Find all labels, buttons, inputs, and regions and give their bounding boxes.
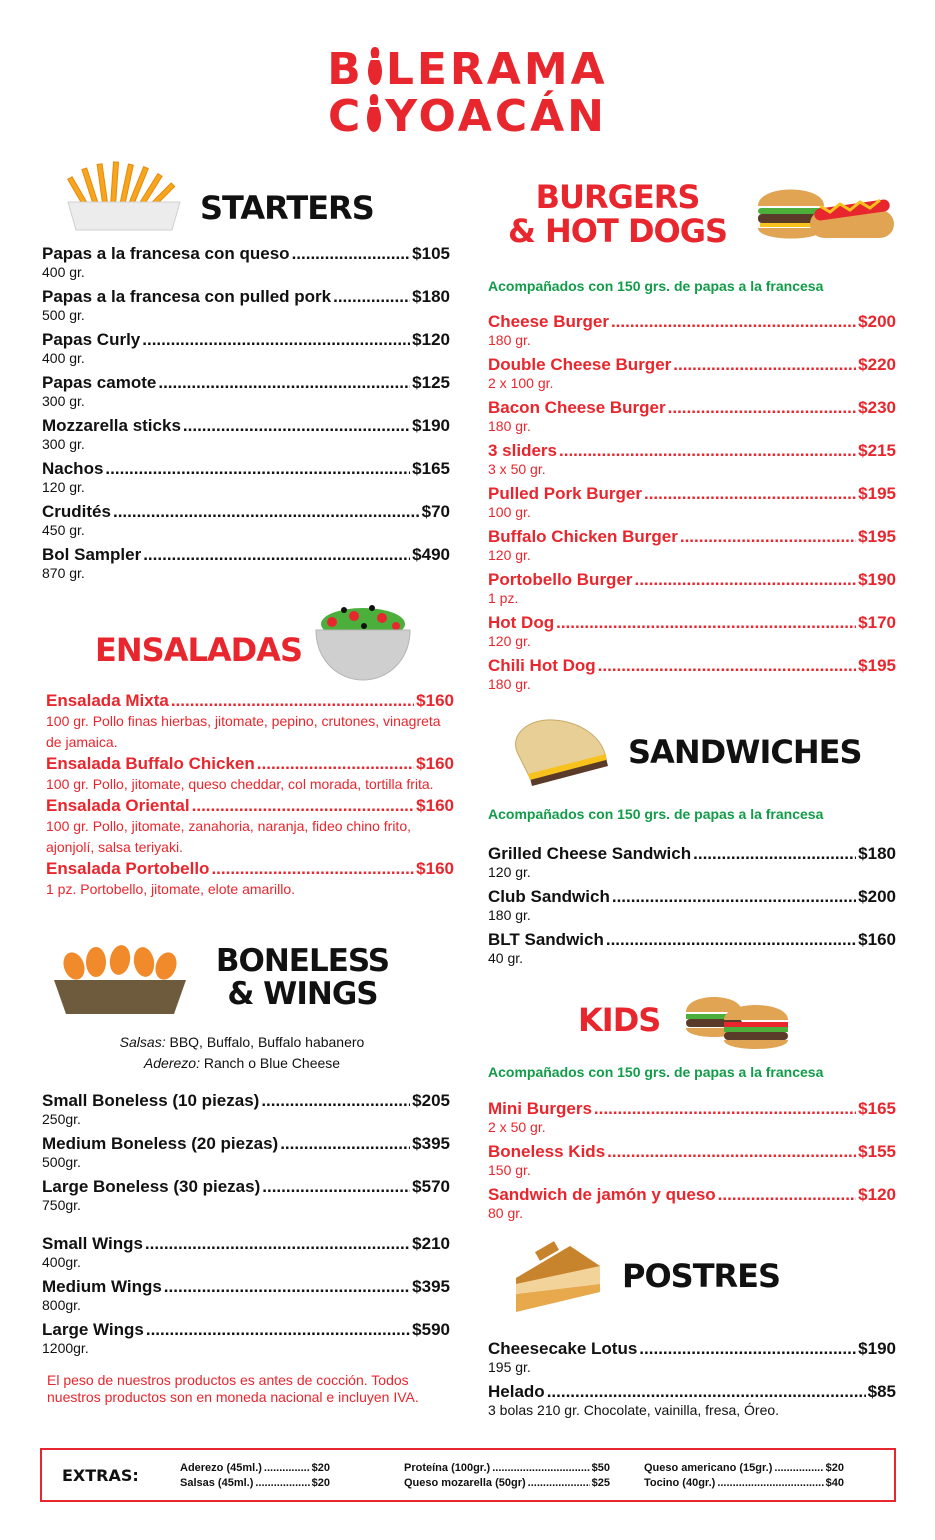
boneless-title-line-2: & WINGS [227, 976, 378, 1012]
postres-title: POSTRES [622, 1257, 781, 1295]
dot-leader [113, 501, 420, 522]
dot-leader [559, 440, 856, 461]
item-price: $490 [412, 545, 450, 564]
item-price: $395 [412, 1134, 450, 1153]
item-name: Chili Hot Dog [488, 656, 596, 675]
item-detail: 250gr. [42, 1111, 81, 1127]
item-name: Proteína (100gr.) [404, 1462, 491, 1474]
item-name: Papas a la francesa con queso [42, 244, 290, 263]
item-price: $160 [416, 859, 454, 878]
salsas-label: Salsas: [119, 1034, 166, 1050]
dot-leader [492, 1461, 589, 1476]
item-price: $70 [421, 502, 450, 521]
footnote: El peso de nuestros productos es antes de cocción. Todos nuestros productos son en moneda nacional e incluyen IVA. [47, 1372, 419, 1405]
menu-item [488, 843, 896, 864]
item-name: Medium Wings [42, 1277, 162, 1296]
item-price: $195 [858, 527, 896, 546]
item-price: $160 [416, 691, 454, 710]
aderezo-label: Aderezo: [143, 1055, 200, 1071]
item-price: $160 [416, 754, 454, 773]
dot-leader [261, 1090, 410, 1111]
menu-item [488, 483, 896, 504]
item-price: $230 [858, 398, 896, 417]
item-detail: 300 gr. [42, 393, 85, 409]
dot-leader [556, 612, 856, 633]
menu-item [42, 458, 450, 479]
extras-column-1 [180, 1461, 330, 1491]
burgers-list [488, 311, 896, 698]
item-name: Pulled Pork Burger [488, 484, 642, 503]
menu-item [488, 311, 896, 332]
menu-item [42, 1319, 450, 1340]
logo-line-1: B LERAMA [327, 44, 608, 95]
item-name: BLT Sandwich [488, 930, 604, 949]
item-detail: 3 x 50 gr. [488, 461, 546, 477]
menu-item [488, 526, 896, 547]
item-price: $180 [412, 287, 450, 306]
dot-leader [680, 526, 856, 547]
boneless-list [42, 1090, 450, 1219]
item-detail: 1 pz. Portobello, jitomate, elote amarillo. [46, 881, 296, 897]
item-price: $590 [412, 1320, 450, 1339]
item-name: Small Boneless (10 piezas) [42, 1091, 260, 1110]
item-price: $165 [858, 1099, 896, 1118]
dot-leader [145, 1233, 410, 1254]
sandwiches-list [488, 843, 896, 972]
menu-item [42, 1176, 450, 1197]
menu-item [42, 415, 450, 436]
menu-item [488, 440, 896, 461]
extras-box [40, 1448, 896, 1502]
burger-hotdog-icon [752, 176, 898, 250]
menu-item [42, 1133, 450, 1154]
kids-title: KIDS [578, 1001, 661, 1039]
item-name: Cheese Burger [488, 312, 609, 331]
item-detail: 300 gr. [42, 436, 85, 452]
dot-leader [146, 1319, 410, 1340]
dot-leader [673, 354, 856, 375]
item-name: Double Cheese Burger [488, 355, 672, 374]
item-detail: 100 gr. Pollo, jitomate, zanahoria, naranja, fideo chino frito, ajonjolí, salsa teriyaki. [46, 818, 411, 855]
item-detail: 870 gr. [42, 565, 85, 581]
menu-item [488, 1098, 896, 1119]
item-price: $40 [825, 1477, 844, 1489]
ensaladas-list [46, 690, 454, 900]
item-detail: 180 gr. [488, 418, 531, 434]
menu-item [488, 929, 896, 950]
dot-leader [528, 1476, 590, 1491]
item-detail: 1200gr. [42, 1340, 89, 1356]
menu-item [180, 1461, 330, 1476]
dot-leader [774, 1461, 823, 1476]
dot-leader [612, 886, 856, 907]
dot-leader [717, 1476, 823, 1491]
menu-item [488, 655, 896, 676]
item-name: Portobello Burger [488, 570, 633, 589]
item-price: $105 [412, 244, 450, 263]
dot-leader [164, 1276, 410, 1297]
item-price: $190 [858, 1339, 896, 1358]
item-name: Ensalada Mixta [46, 691, 169, 710]
dot-leader [693, 843, 856, 864]
item-price: $160 [858, 930, 896, 949]
aderezo-value: Ranch o Blue Cheese [199, 1055, 341, 1071]
item-price: $125 [412, 373, 450, 392]
item-price: $85 [867, 1382, 896, 1401]
item-name: Mini Burgers [488, 1099, 592, 1118]
bowling-pin-icon [364, 46, 386, 86]
item-price: $395 [412, 1277, 450, 1296]
item-price: $20 [311, 1462, 330, 1474]
item-name: Hot Dog [488, 613, 555, 632]
item-price: $170 [858, 613, 896, 632]
sandwiches-note: Acompañados con 150 grs. de papas a la francesa [488, 806, 824, 822]
menu-item [644, 1461, 844, 1476]
item-detail: 180 gr. [488, 907, 531, 923]
burgers-title [505, 180, 730, 248]
menu-item [42, 501, 450, 522]
dot-leader [105, 458, 410, 479]
item-name: Medium Boneless (20 piezas) [42, 1134, 279, 1153]
item-price: $570 [412, 1177, 450, 1196]
item-detail: 195 gr. [488, 1359, 531, 1375]
item-name: Grilled Cheese Sandwich [488, 844, 692, 863]
dot-leader [192, 795, 415, 816]
item-price: $155 [858, 1142, 896, 1161]
menu-item [180, 1476, 330, 1491]
menu-item [404, 1476, 610, 1491]
item-name: Papas a la francesa con pulled pork [42, 287, 332, 306]
salsas-line [42, 1032, 442, 1053]
item-name: Club Sandwich [488, 887, 610, 906]
item-name: Tocino (40gr.) [644, 1477, 716, 1489]
kids-list [488, 1098, 896, 1227]
item-detail: 400 gr. [42, 264, 85, 280]
menu-item [488, 1381, 896, 1402]
item-name: Salsas (45ml.) [180, 1477, 254, 1489]
dot-leader [171, 690, 414, 711]
item-detail: 120 gr. [42, 479, 85, 495]
dot-leader [292, 243, 411, 264]
item-detail: 120 gr. [488, 633, 531, 649]
item-price: $200 [858, 312, 896, 331]
item-detail: 100 gr. [488, 504, 531, 520]
postres-list [488, 1338, 896, 1424]
dot-leader [606, 929, 856, 950]
ensaladas-title: ENSALADAS [95, 631, 302, 669]
dot-leader [257, 753, 414, 774]
dot-leader [644, 483, 856, 504]
item-price: $190 [858, 570, 896, 589]
menu-item [42, 544, 450, 565]
menu-item [404, 1461, 610, 1476]
item-detail: 3 bolas 210 gr. Chocolate, vainilla, fresa, Óreo. [488, 1402, 780, 1418]
item-detail: 500gr. [42, 1154, 81, 1170]
item-name: 3 sliders [488, 441, 557, 460]
dot-leader [639, 1338, 856, 1359]
item-detail: 800gr. [42, 1297, 81, 1313]
item-name: Mozzarella sticks [42, 416, 181, 435]
item-detail: 120 gr. [488, 547, 531, 563]
wings-basket-icon [50, 944, 190, 1016]
item-name: Helado [488, 1382, 545, 1401]
item-price: $210 [412, 1234, 450, 1253]
burgers-title-line-2: & HOT DOGS [507, 212, 728, 250]
item-detail: 40 gr. [488, 950, 524, 966]
item-detail: 750gr. [42, 1197, 81, 1213]
item-detail: 2 x 50 gr. [488, 1119, 546, 1135]
dot-leader [598, 655, 857, 676]
dot-leader [611, 311, 856, 332]
item-price: $25 [591, 1477, 610, 1489]
item-name: Boneless Kids [488, 1142, 606, 1161]
item-price: $120 [858, 1185, 896, 1204]
dot-leader [718, 1184, 857, 1205]
item-price: $50 [591, 1462, 610, 1474]
extras-column-3 [644, 1461, 844, 1491]
salad-bowl-icon [312, 600, 414, 682]
fries-icon [62, 160, 186, 232]
item-detail: 150 gr. [488, 1162, 531, 1178]
item-name: Queso americano (15gr.) [644, 1462, 773, 1474]
menu-item [488, 569, 896, 590]
burgers-note: Acompañados con 150 grs. de papas a la francesa [488, 278, 824, 294]
item-name: Bol Sampler [42, 545, 142, 564]
item-price: $160 [416, 796, 454, 815]
item-price: $165 [412, 459, 450, 478]
menu-item [42, 1276, 450, 1297]
restaurant-logo [0, 46, 935, 140]
dot-leader [280, 1133, 410, 1154]
item-detail: 450 gr. [42, 522, 85, 538]
item-price: $205 [412, 1091, 450, 1110]
item-detail: 2 x 100 gr. [488, 375, 554, 391]
menu-item [46, 858, 454, 879]
item-name: Papas camote [42, 373, 157, 392]
item-name: Ensalada Portobello [46, 859, 210, 878]
item-name: Small Wings [42, 1234, 143, 1253]
menu-item [488, 1338, 896, 1359]
item-name: Cheesecake Lotus [488, 1339, 638, 1358]
sandwiches-title: SANDWICHES [628, 733, 862, 771]
menu-item [488, 612, 896, 633]
item-name: Nachos [42, 459, 104, 478]
item-detail: 400gr. [42, 1254, 81, 1270]
bowling-pin-icon [363, 93, 385, 133]
item-price: $20 [825, 1462, 844, 1474]
item-price: $195 [858, 656, 896, 675]
dot-leader [635, 569, 857, 590]
item-detail: 180 gr. [488, 676, 531, 692]
item-price: $120 [412, 330, 450, 349]
menu-item [42, 1090, 450, 1111]
dot-leader [255, 1476, 309, 1491]
mini-burgers-icon [684, 988, 792, 1052]
dot-leader [183, 415, 410, 436]
burgers-title-line-1: BURGERS [535, 178, 700, 216]
starters-title: STARTERS [200, 189, 374, 227]
item-name: Queso mozarella (50gr) [404, 1477, 526, 1489]
extras-label: EXTRAS: [62, 1466, 139, 1485]
item-price: $200 [858, 887, 896, 906]
logo-line-2: C YOACÁN [327, 91, 608, 142]
item-detail: 180 gr. [488, 332, 531, 348]
dot-leader [262, 1176, 410, 1197]
item-price: $20 [311, 1477, 330, 1489]
menu-item [42, 1233, 450, 1254]
menu-item [488, 354, 896, 375]
item-price: $180 [858, 844, 896, 863]
menu-item [488, 397, 896, 418]
dot-leader [142, 329, 410, 350]
item-name: Aderezo (45ml.) [180, 1462, 262, 1474]
menu-item [644, 1476, 844, 1491]
menu-item [488, 1184, 896, 1205]
menu-item [46, 795, 454, 816]
menu-item [42, 243, 450, 264]
item-name: Bacon Cheese Burger [488, 398, 666, 417]
item-detail: 120 gr. [488, 864, 531, 880]
item-detail: 80 gr. [488, 1205, 524, 1221]
salsas-value: BBQ, Buffalo, Buffalo habanero [165, 1034, 365, 1050]
item-name: Large Wings [42, 1320, 144, 1339]
item-name: Buffalo Chicken Burger [488, 527, 678, 546]
item-price: $220 [858, 355, 896, 374]
item-price: $195 [858, 484, 896, 503]
item-detail: 500 gr. [42, 307, 85, 323]
item-name: Ensalada Buffalo Chicken [46, 754, 255, 773]
item-detail: 1 pz. [488, 590, 519, 606]
item-price: $215 [858, 441, 896, 460]
menu-item [42, 329, 450, 350]
dot-leader [264, 1461, 310, 1476]
dot-leader [594, 1098, 856, 1119]
aderezo-line [42, 1053, 442, 1074]
menu-item [42, 286, 450, 307]
wings-list [42, 1233, 450, 1362]
item-detail: 100 gr. Pollo finas hierbas, jitomate, pepino, crutones, vinagreta de jamaica. [46, 713, 441, 750]
item-name: Large Boneless (30 piezas) [42, 1177, 261, 1196]
menu-item [488, 1141, 896, 1162]
boneless-title-line-1: BONELESS [215, 943, 390, 979]
item-detail: 400 gr. [42, 350, 85, 366]
boneless-title [215, 945, 390, 1011]
sandwich-icon [510, 714, 614, 788]
dot-leader [607, 1141, 856, 1162]
dot-leader [668, 397, 857, 418]
cake-slice-icon [512, 1240, 604, 1314]
dot-leader [143, 544, 410, 565]
dot-leader [211, 858, 414, 879]
menu-item [46, 690, 454, 711]
dot-leader [158, 372, 410, 393]
item-price: $190 [412, 416, 450, 435]
dot-leader [547, 1381, 866, 1402]
item-name: Crudités [42, 502, 111, 521]
item-name: Ensalada Oriental [46, 796, 190, 815]
salsas-info [42, 1032, 442, 1074]
starters-list [42, 243, 450, 587]
kids-note: Acompañados con 150 grs. de papas a la francesa [488, 1064, 824, 1080]
item-detail: 100 gr. Pollo, jitomate, queso cheddar, col morada, tortilla frita. [46, 776, 434, 792]
menu-item [42, 372, 450, 393]
item-name: Papas Curly [42, 330, 141, 349]
menu-item [46, 753, 454, 774]
dot-leader [333, 286, 410, 307]
extras-column-2 [404, 1461, 610, 1491]
menu-item [488, 886, 896, 907]
item-name: Sandwich de jamón y queso [488, 1185, 716, 1204]
